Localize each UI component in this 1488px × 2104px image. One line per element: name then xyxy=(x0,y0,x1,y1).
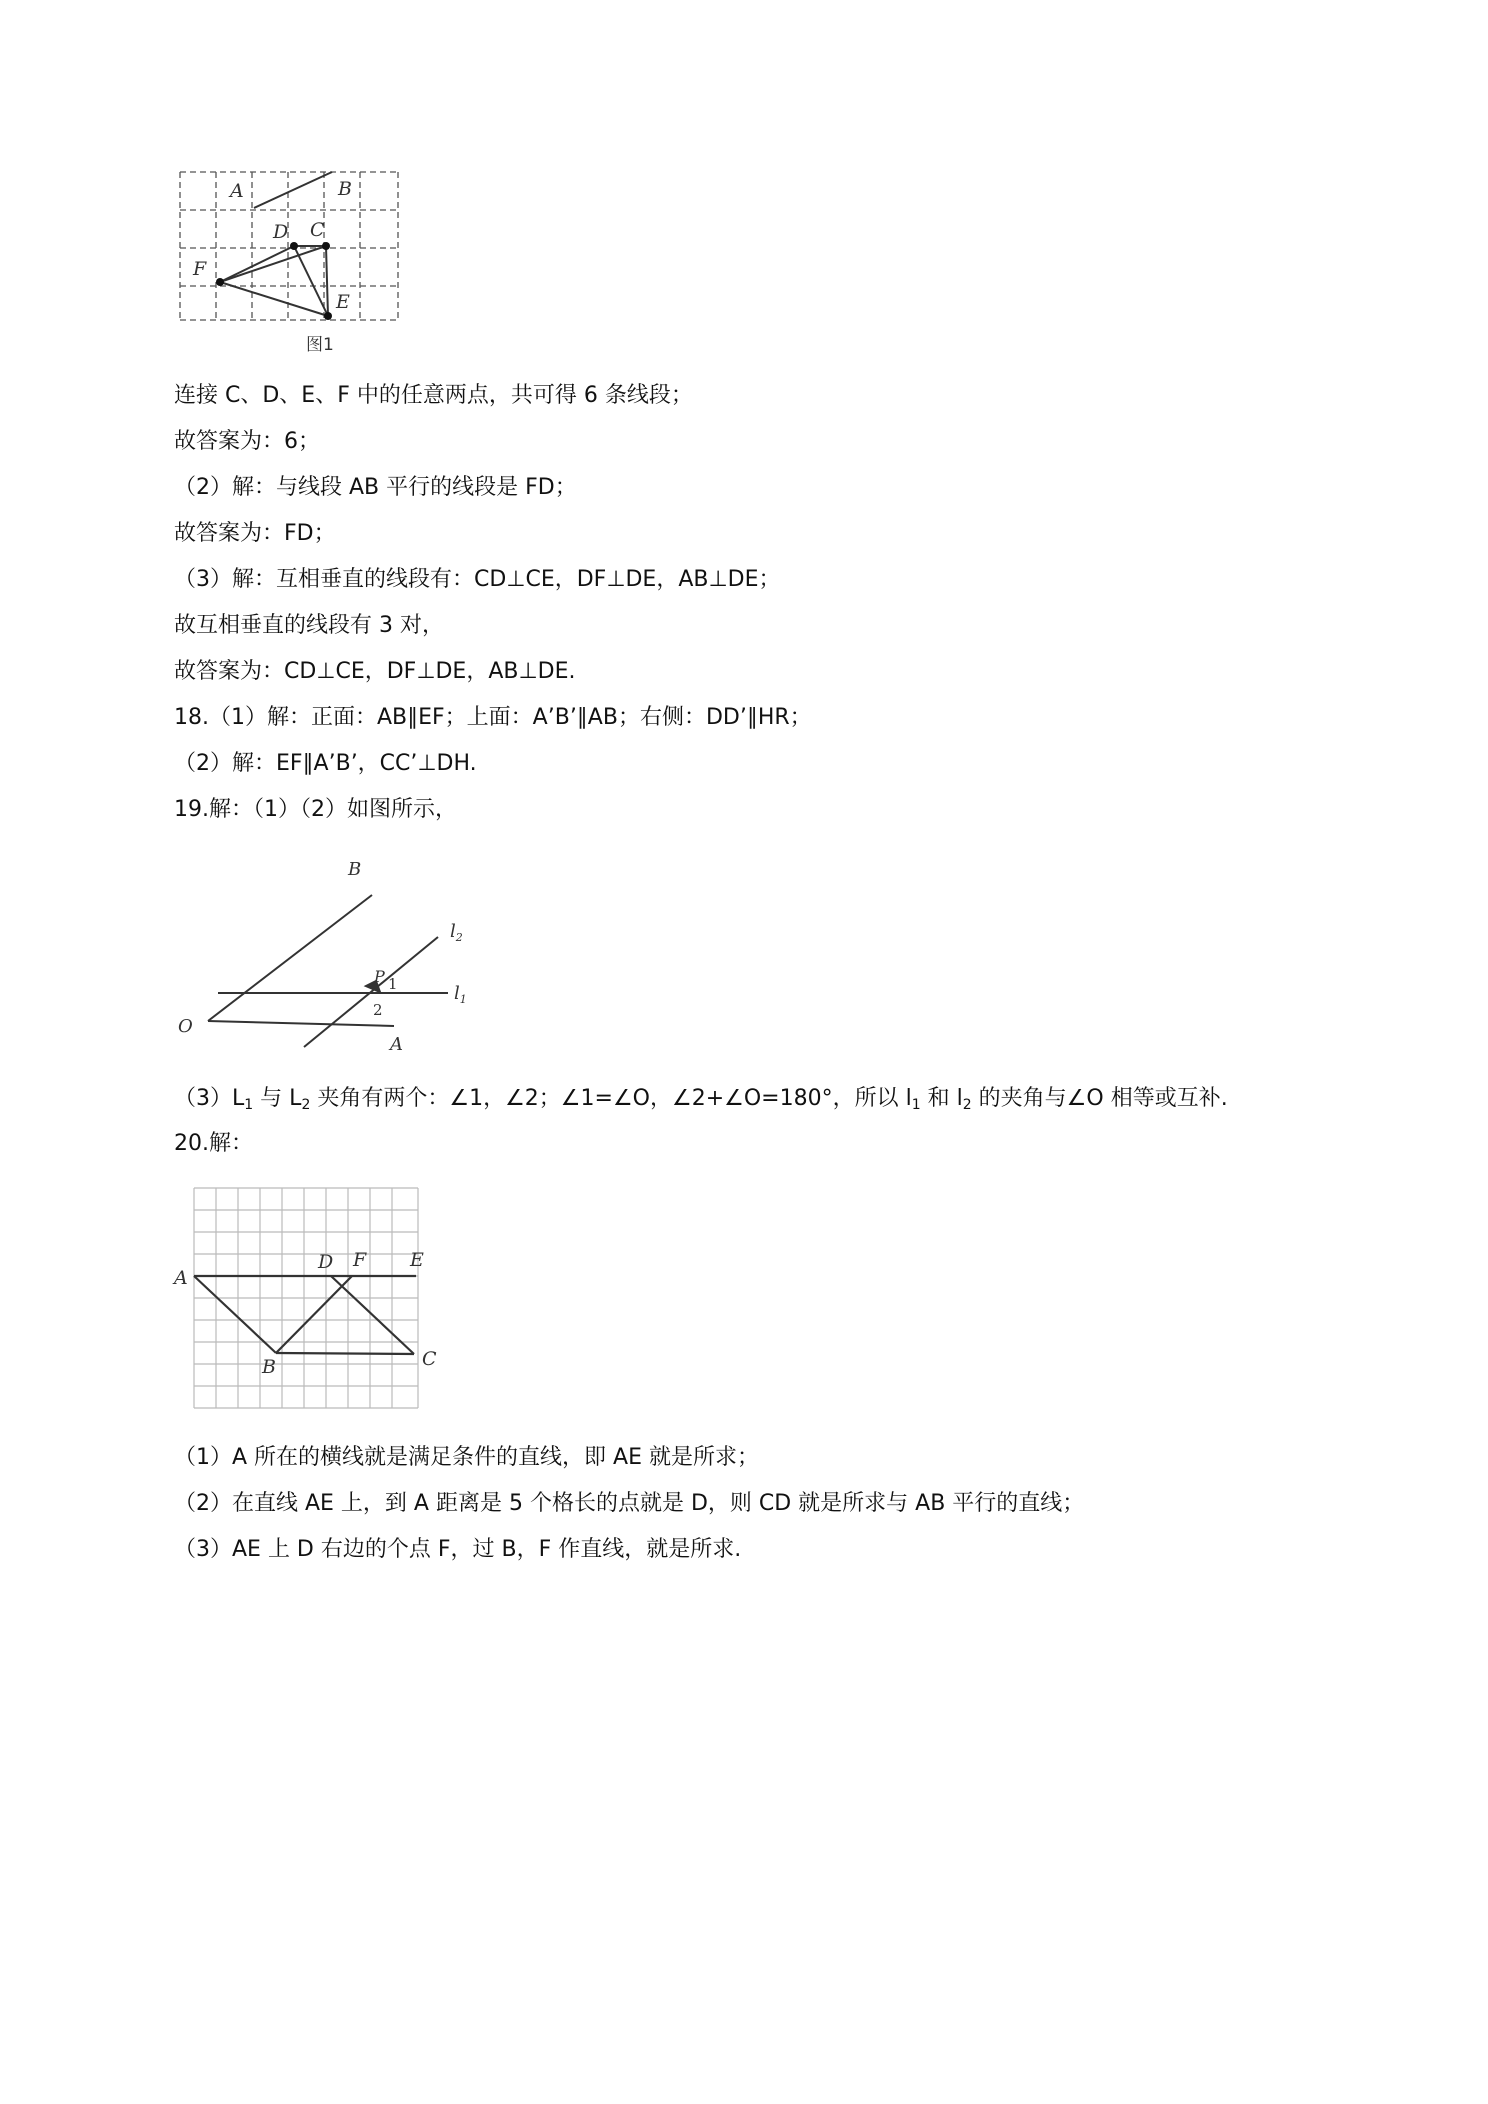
label-f: F xyxy=(193,258,207,280)
label-l2: $l_2$ xyxy=(450,921,463,944)
text-line-8: 18.（1）解：正面：AB∥EF；上面：A’B’∥AB；右侧：DD’∥HR； xyxy=(174,705,812,730)
figure-2 xyxy=(170,855,480,1070)
text-line-14: （2）在直线 AE 上，到 A 距离是 5 个格长的点就是 D，则 CD 就是所求与 AB 平行的直线； xyxy=(174,1491,1085,1516)
text-line-2: 故答案为：6； xyxy=(174,429,320,454)
point-d xyxy=(290,242,298,250)
text-line-10: 19.解：（1）（2）如图所示， xyxy=(174,797,457,822)
label-e: E xyxy=(336,291,350,313)
label-c: C xyxy=(310,219,325,241)
label-f: F xyxy=(353,1249,367,1271)
text-line-6: 故互相垂直的线段有 3 对， xyxy=(174,613,444,638)
text-line-13: （1）A 所在的横线就是满足条件的直线，即 AE 就是所求； xyxy=(174,1445,759,1470)
label-b: B xyxy=(348,859,362,880)
text-line-3: （2）解：与线段 AB 平行的线段是 FD； xyxy=(174,475,577,500)
label-a: A xyxy=(390,1034,403,1055)
point-e xyxy=(324,312,332,320)
label-a: A xyxy=(230,180,244,202)
label-angle-1: 1 xyxy=(388,975,398,993)
label-a: A xyxy=(174,1267,188,1289)
text-line-15: （3）AE 上 D 右边的个点 F，过 B，F 作直线，就是所求. xyxy=(174,1537,742,1562)
text-line-7: 故答案为：CD⊥CE，DF⊥DE，AB⊥DE. xyxy=(174,659,576,684)
text-line-5: （3）解：互相垂直的线段有：CD⊥CE，DF⊥DE，AB⊥DE； xyxy=(174,567,781,592)
label-d: D xyxy=(273,221,289,243)
figure-1 xyxy=(176,168,416,353)
label-angle-2: 2 xyxy=(373,1001,383,1019)
text-line-11: $(3)L_1$ 与 $L_2$ 夹角有两个：∠1，∠2；∠1=∠O，∠2+∠O=180°，所以 $l_1$ 和 $l_2$ 的夹角与∠O 相等或互补. xyxy=(174,1086,1228,1113)
figure-1-caption: 图1 xyxy=(306,335,334,353)
label-l1: $l_1$ xyxy=(454,983,467,1006)
label-d: D xyxy=(318,1251,334,1273)
text-line-1: 连接 C、D、E、F 中的任意两点，共可得 6 条线段； xyxy=(174,383,693,408)
label-c: C xyxy=(422,1348,437,1370)
label-p: P xyxy=(374,967,385,986)
point-f xyxy=(216,278,224,286)
label-b: B xyxy=(262,1356,276,1378)
figure-3 xyxy=(170,1180,460,1420)
point-c xyxy=(322,242,330,250)
text-line-9: （2）解：EF∥A’B’，CC’⊥DH. xyxy=(174,751,477,776)
text-line-4: 故答案为：FD； xyxy=(174,521,336,546)
text-line-12: 20.解： xyxy=(174,1131,253,1156)
label-b: B xyxy=(338,178,352,200)
label-o: O xyxy=(178,1016,193,1037)
label-e: E xyxy=(410,1249,424,1271)
